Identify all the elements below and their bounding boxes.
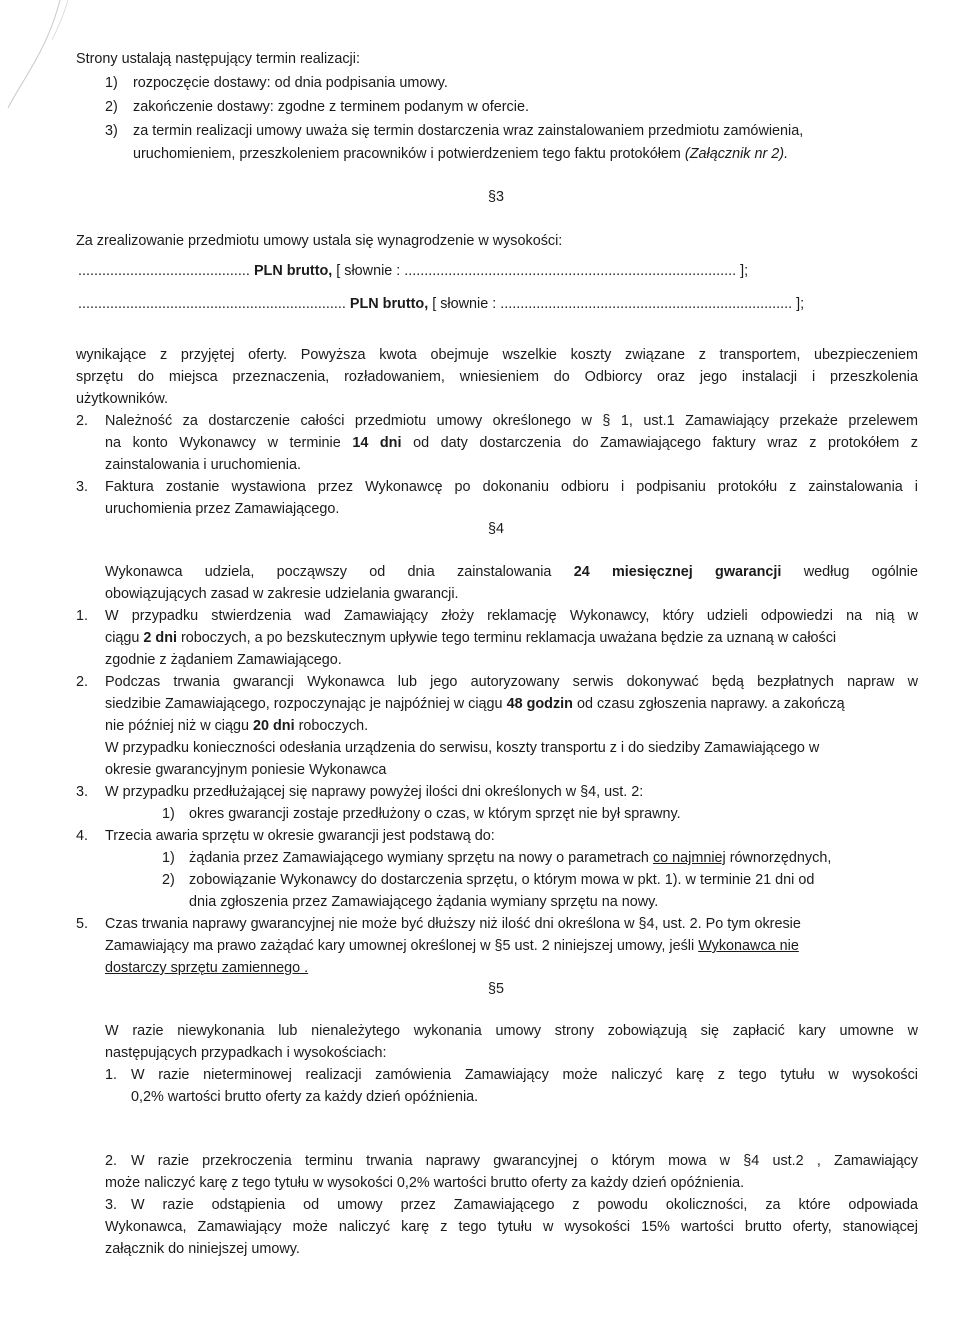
s4-p1-line2: ciągu 2 dni roboczych, a po bezskutecznym upływie tego terminu reklamacja uważana będzie za uznaną w całości	[105, 630, 837, 646]
s3-p3-line2: uruchomienia przez Zamawiającego.	[105, 501, 340, 517]
s4-p2-line5: okresie gwarancyjnym poniesie Wykonawca	[105, 762, 387, 778]
s3-p1-line3: użytkowników.	[76, 391, 168, 407]
section-3-heading: §3	[487, 189, 504, 205]
s5-p2-num: 2.	[105, 1153, 118, 1169]
s5-p1-num: 1.	[105, 1067, 118, 1083]
s3-p2-line1: Należność za dostarczenie całości przedmiotu umowy określonego w § 1, ust.1 Zamawiający przekaże przelewem	[105, 413, 918, 429]
s5-p2-line2: może naliczyć karę z tego tytułu w wysokości 0,2% wartości brutto oferty za każdy dzień opóźnienia.	[105, 1175, 745, 1191]
section-5-heading: §5	[487, 981, 504, 997]
s4-p3-sub1: okres gwarancji zostaje przedłużony o czas, w którym sprzęt nie był sprawny.	[189, 806, 681, 822]
s4-p4-sub1: żądania przez Zamawiającego wymiany sprzętu na nowy o parametrach co najmniej równorzędnych,	[189, 850, 832, 866]
s4-p3-sub1-num: 1)	[162, 806, 175, 822]
s4-p4-sub1-num: 1)	[162, 850, 175, 866]
s4-p2-num: 2.	[76, 674, 89, 690]
s4-p4-line1: Trzecia awaria sprzętu w okresie gwarancji jest podstawą do:	[105, 828, 495, 844]
section-4-heading: §4	[487, 521, 504, 537]
intro-item-3-line1: za termin realizacji umowy uważa się termin dostarczenia wraz zainstalowaniem przedmiotu zamówienia,	[133, 123, 804, 139]
s4-p3-num: 3.	[76, 784, 89, 800]
s3-p2-line2: na konto Wykonawcy w terminie 14 dni od daty dostarczenia do Zamawiającego faktury wraz z protokółem z	[105, 435, 918, 451]
s3-p2-num: 2.	[76, 413, 89, 429]
s4-p1-line3: zgodnie z żądaniem Zamawiającego.	[105, 652, 342, 668]
s4-p4-sub2-line1: zobowiązanie Wykonawcy do dostarczenia sprzętu, o którym mowa w pkt. 1). w terminie 21 dni od	[189, 872, 815, 888]
s4-p5-line3: dostarczy sprzętu zamiennego .	[105, 960, 309, 976]
s5-p3-line2: Wykonawca, Zamawiający może naliczyć karę z tego tytułu w wysokości 15% wartości brutto oferty, stanowiącej	[105, 1219, 918, 1235]
s5-lead-line1: W razie niewykonania lub nienależytego wykonania umowy strony zobowiązują się zapłacić kary umowne w	[105, 1023, 918, 1039]
s5-p3-line3: załącznik do niniejszej umowy.	[105, 1241, 300, 1257]
intro-heading: Strony ustalają następujący termin realizacji:	[76, 51, 360, 67]
s4-p1-num: 1.	[76, 608, 89, 624]
intro-item-2-num: 2)	[105, 99, 118, 115]
s3-p1-line2: sprzętu do miejsca przeznaczenia, rozładowaniem, wniesieniem do Odbiorcy oraz jego instalacji i przeszkolenia	[76, 369, 918, 385]
s4-p5-line1: Czas trwania naprawy gwarancyjnej nie może być dłuższy niż ilość dni określona w §4, ust. 2. Po tym okresie	[105, 916, 801, 932]
intro-item-3-num: 3)	[105, 123, 118, 139]
s4-lead-line2: obowiązujących zasad w zakresie udzielania gwarancji.	[105, 586, 459, 602]
intro-item-1: rozpoczęcie dostawy: od dnia podpisania umowy.	[133, 75, 448, 91]
s3-p3-num: 3.	[76, 479, 89, 495]
s3-p1-line1: wynikające z przyjętej oferty. Powyższa kwota obejmuje wszelkie koszty związane z transportem, ubezpieczeniem	[76, 347, 918, 363]
s3-lead: Za zrealizowanie przedmiotu umowy ustala się wynagrodzenie w wysokości:	[76, 233, 563, 249]
s4-p4-sub2-line2: dnia zgłoszenia przez Zamawiającego żądania wymiany sprzętu na nowy.	[189, 894, 659, 910]
s5-p3-num: 3.	[105, 1197, 118, 1213]
price-line-2: ................................................................... PLN brutto, [ słownie : ......................................................................... ];	[78, 296, 805, 312]
intro-item-3-line2: uruchomieniem, przeszkoleniem pracowników i potwierdzeniem tego faktu protokółem (Załącznik nr 2).	[133, 146, 789, 162]
s5-p1-line2: 0,2% wartości brutto oferty za każdy dzień opóźnienia.	[131, 1089, 479, 1105]
s4-p5-num: 5.	[76, 916, 89, 932]
s4-p2-line1: Podczas trwania gwarancji Wykonawca lub jego autoryzowany serwis dokonywać będą bezpłatnych napraw w	[105, 674, 918, 690]
s4-p2-line2: siedzibie Zamawiającego, rozpoczynając je najpóźniej w ciągu 48 godzin od czasu zgłoszenia naprawy. a zakończą	[105, 696, 845, 712]
intro-item-1-num: 1)	[105, 75, 118, 91]
s4-p2-line3: nie później niż w ciągu 20 dni roboczych.	[105, 718, 369, 734]
s4-p3-line1: W przypadku przedłużającej się naprawy powyżej ilości dni określonych w §4, ust. 2:	[105, 784, 644, 800]
intro-item-2: zakończenie dostawy: zgodne z terminem podanym w ofercie.	[133, 99, 529, 115]
s3-p3-line1: Faktura zostanie wystawiona przez Wykonawcę po dokonaniu odbioru i podpisaniu protokółu z zainstalowania i	[105, 479, 918, 495]
s4-lead-line1: Wykonawca udziela, począwszy od dnia zainstalowania 24 miesięcznej gwarancji według ogólnie	[105, 564, 919, 580]
s5-p2-line1: W razie przekroczenia terminu trwania naprawy gwarancyjnej o którym mowa w §4 ust.2 , Zamawiający	[131, 1153, 918, 1169]
s5-p3-line1: W razie odstąpienia od umowy przez Zamawiającego z powodu okoliczności, za które odpowiada	[131, 1197, 918, 1213]
s4-p4-num: 4.	[76, 828, 89, 844]
price-line-1: ........................................... PLN brutto, [ słownie : ................................................................................... ];	[78, 263, 749, 279]
s4-p4-sub2-num: 2)	[162, 872, 175, 888]
s3-p2-line3: zainstalowania i uruchomienia.	[105, 457, 301, 473]
s5-p1-line1: W razie nieterminowej realizacji zamówienia Zamawiający może naliczyć karę z tego tytułu w wysokości	[131, 1067, 918, 1083]
s4-p2-line4: W przypadku konieczności odesłania urządzenia do serwisu, koszty transportu z i do siedziby Zamawiającego w	[105, 740, 820, 756]
s5-lead-line2: następujących przypadkach i wysokościach:	[105, 1045, 387, 1061]
s4-p1-line1: W przypadku stwierdzenia wad Zamawiający złoży reklamację Wykonawcy, który udzieli odpowiedzi na nią w	[105, 608, 918, 624]
attachment-reference: (Załącznik nr 2).	[684, 146, 789, 162]
s4-p5-line2: Zamawiający ma prawo zażądać kary umownej określonej w §5 ust. 2 niniejszej umowy, jeśli Wykonawca nie	[105, 938, 799, 954]
